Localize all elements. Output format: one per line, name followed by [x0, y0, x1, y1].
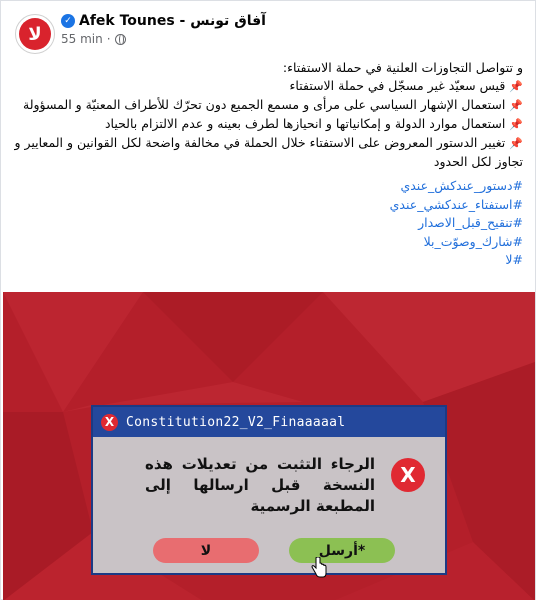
page-name-link[interactable]: Afek Tounes - آفاق تونس	[79, 13, 266, 29]
meta-separator: ·	[106, 32, 111, 46]
post-item: 📌تغيير الدستور المعروض على الاستفتاء خلال الحملة في مخالفة واضحة لكل القوانين و المعايير و تجاوز لكل الحدود	[14, 135, 523, 169]
page-name-row	[61, 13, 266, 29]
post-meta	[61, 32, 126, 46]
pin-icon: 📌	[509, 118, 523, 131]
dialog-title: Constitution22_V2_Finaaaaal	[126, 414, 346, 430]
hashtag-link[interactable]: #دستور_عندكش_عندي	[400, 178, 523, 193]
post-image[interactable]	[3, 292, 535, 600]
post-item: 📌قيس سعيّد غير مسجّل في حملة الاستفتاء	[289, 78, 523, 93]
dialog-body	[93, 437, 445, 575]
post-text	[13, 59, 523, 270]
hashtag-link[interactable]: #شارك_وصوّت_بلا	[423, 233, 523, 249]
pin-icon: 📌	[509, 99, 523, 112]
page-logo: لا	[19, 18, 51, 50]
dialog-titlebar	[93, 407, 445, 437]
globe-icon[interactable]	[115, 34, 126, 45]
send-button: أرسل*	[289, 538, 395, 563]
hashtag-link[interactable]: #لا	[505, 252, 523, 267]
post-item: 📌استعمال الإشهار السياسي على مرأى و مسمع الجميع دون تحرّك للأطراف المعنيّة و المسؤولة	[23, 97, 523, 112]
close-icon: X	[101, 414, 118, 431]
page-avatar[interactable]	[15, 14, 55, 54]
hashtag-link[interactable]: #تنقيح_قبل_الاصدار	[418, 215, 523, 230]
hashtag-list	[13, 177, 523, 270]
post-timestamp[interactable]: 55 min	[61, 32, 103, 46]
dialog-message: الرجاء التثبت من تعديلات هذه النسخة قبل ارسالها إلى المطبعة الرسمية	[145, 455, 375, 515]
post-intro: و تتواصل التجاوزات العلنية في حملة الاستفتاء:	[282, 60, 523, 75]
hashtag-link[interactable]: #استفتاء_عندكشي_عندي	[389, 196, 523, 212]
error-icon: X	[391, 458, 425, 492]
post-item: 📌استعمال موارد الدولة و إمكانياتها و انحيازها لطرف بعينه و عدم الالتزام بالحياد	[104, 116, 523, 131]
pin-icon: 📌	[509, 80, 523, 93]
verified-badge-icon: ✓	[61, 14, 75, 28]
fake-error-dialog	[91, 405, 447, 575]
no-button: لا	[153, 538, 259, 563]
pin-icon: 📌	[509, 137, 523, 150]
hand-cursor-icon	[311, 557, 327, 579]
